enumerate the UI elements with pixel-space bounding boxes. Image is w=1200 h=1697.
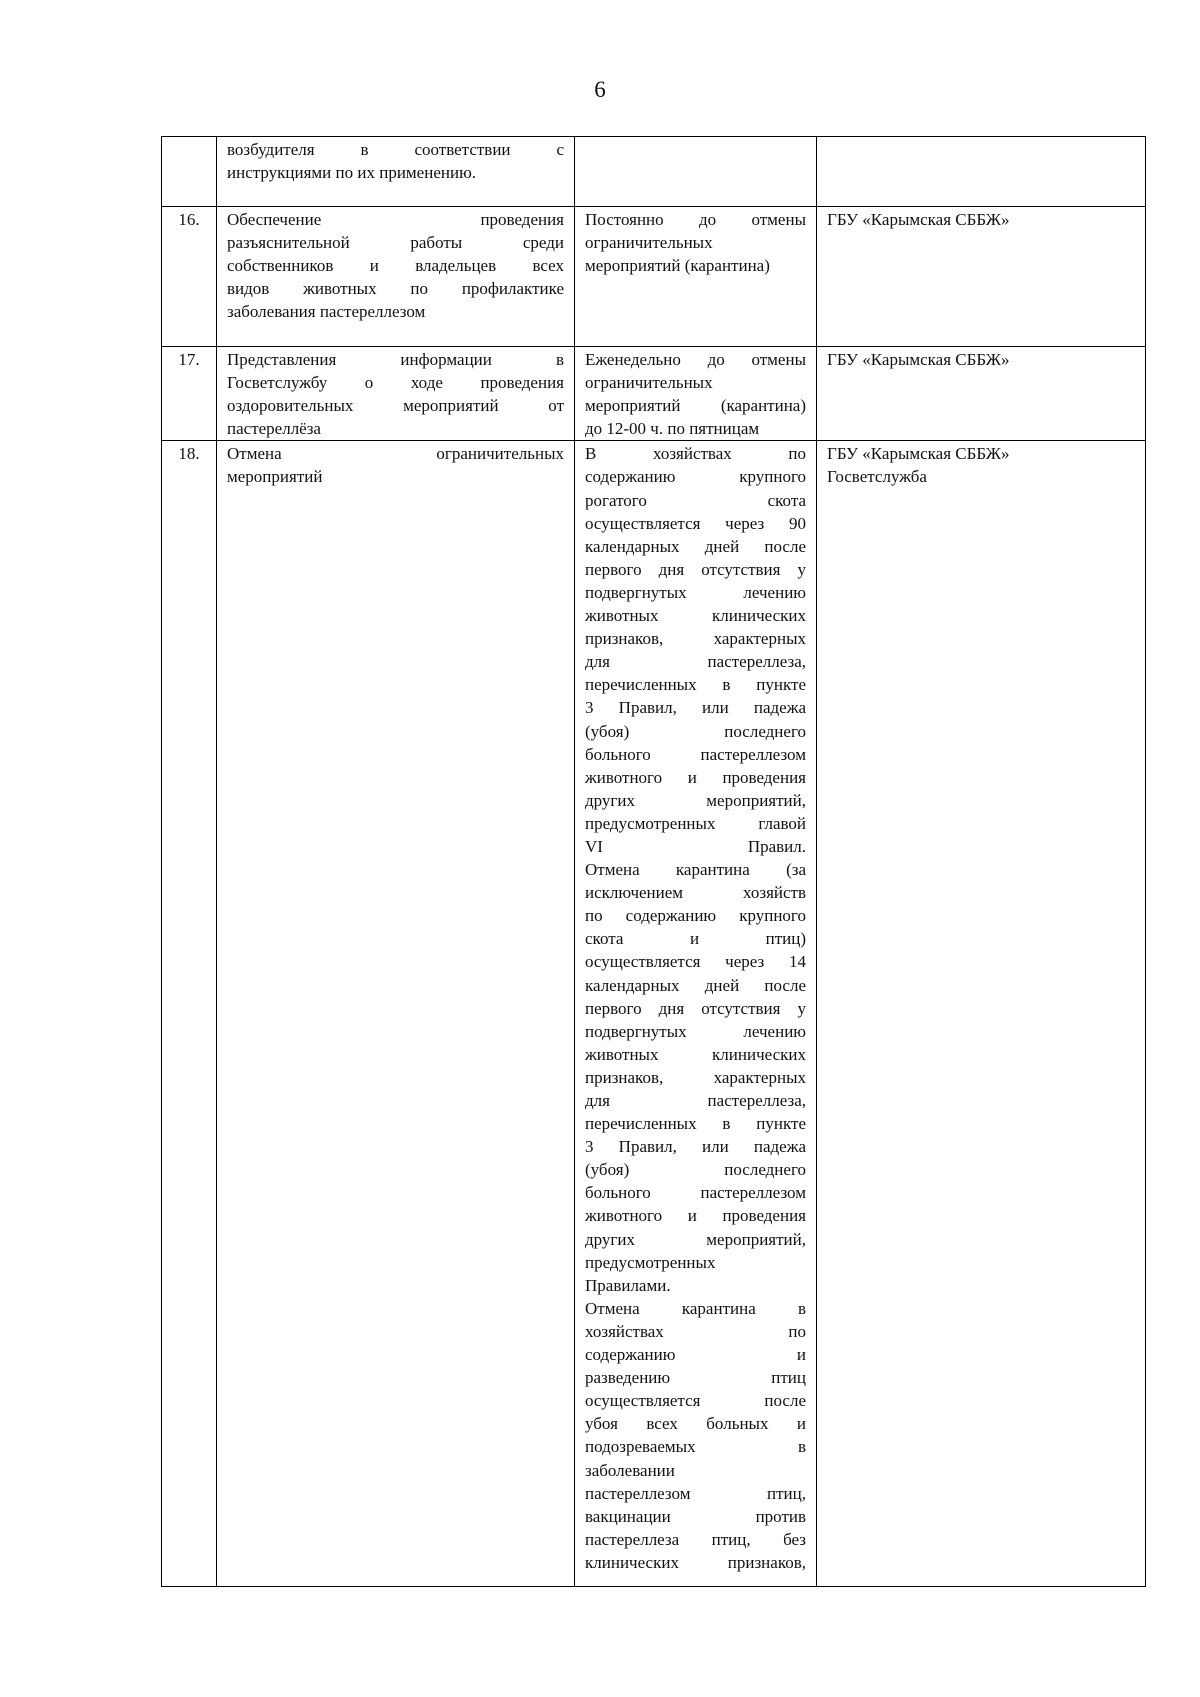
term-cell-line: убоя всех больных и	[585, 1414, 806, 1434]
term-cell-line: пастереллезом птиц,	[585, 1483, 806, 1503]
term-cell	[575, 207, 817, 347]
term-cell-line: В хозяйствах по	[585, 444, 806, 464]
term-cell-line: животного и проведения	[585, 1206, 806, 1226]
action-cell-line: собственников и владельцев всех	[227, 256, 564, 276]
responsible-cell-line: ГБУ «Карымская СББЖ»	[827, 210, 1010, 229]
term-cell-line: 3 Правил, или падежа	[585, 1137, 806, 1157]
term-cell-line: для пастереллеза,	[585, 1091, 806, 1110]
measures-table	[161, 136, 1146, 1587]
term-cell-line: вакцинации против	[585, 1506, 806, 1526]
action-cell-line: возбудителя в соответствии с	[227, 140, 564, 159]
action-cell-line: пастереллёза	[227, 419, 321, 439]
term-cell-line: других мероприятий,	[585, 1229, 806, 1249]
term-cell-line: исключением хозяйств	[585, 883, 806, 903]
term-cell-line: подвергнутых лечению	[585, 582, 806, 602]
term-cell-line: рогатого скота	[585, 490, 806, 510]
term-cell-line: других мероприятий,	[585, 790, 806, 810]
term-cell-line: ограничительных	[585, 373, 713, 393]
action-cell-line: Представления информации в	[227, 350, 564, 369]
action-cell	[217, 137, 575, 207]
measures-table-body	[162, 137, 1146, 1587]
action-cell-line: Отмена ограничительных	[227, 444, 564, 464]
action-cell-line: Обеспечение проведения	[227, 210, 564, 229]
term-cell-line: предусмотренных главой	[585, 813, 806, 833]
action-cell	[217, 207, 575, 347]
term-cell-line: подозреваемых в	[585, 1437, 806, 1457]
action-cell	[217, 347, 575, 441]
term-cell-line: Правилами.	[585, 1275, 671, 1295]
term-cell-line: предусмотренных	[585, 1252, 716, 1272]
term-cell-line: Еженедельно до отмены	[585, 350, 806, 369]
term-cell-line: Отмена карантина (за	[585, 860, 806, 880]
term-cell-line: больного пастереллезом	[585, 1183, 806, 1203]
action-cell-line: инструкциями по их применению.	[227, 163, 477, 183]
term-cell-line: перечисленных в пункте	[585, 675, 806, 695]
term-cell-line: содержанию и	[585, 1345, 806, 1365]
term-cell-line: первого дня отсутствия у	[585, 559, 806, 579]
table-row	[162, 207, 1146, 347]
term-cell-line: содержанию крупного	[585, 467, 806, 487]
term-cell-line: клинических признаков,	[585, 1552, 806, 1572]
term-cell-line: осуществляется после	[585, 1391, 806, 1411]
term-cell-line: до 12-00 ч. по пятницам	[585, 419, 760, 439]
responsible-cell	[817, 347, 1146, 441]
term-cell-line: мероприятий (карантина)	[585, 256, 770, 276]
term-cell-line: животных клинических	[585, 606, 806, 626]
term-cell-line: первого дня отсутствия у	[585, 998, 806, 1018]
term-cell-line: пастереллеза птиц, без	[585, 1529, 806, 1549]
term-cell-line: больного пастереллезом	[585, 744, 806, 764]
row-number: 16.	[162, 207, 217, 347]
term-cell	[575, 441, 817, 1587]
table-row	[162, 137, 1146, 207]
term-cell-line: по содержанию крупного	[585, 906, 806, 926]
term-cell-line: 3 Правил, или падежа	[585, 698, 806, 718]
term-cell	[575, 347, 817, 441]
term-cell	[575, 137, 817, 207]
action-cell-line: видов животных по профилактике	[227, 279, 564, 299]
responsible-cell-line: ГБУ «Карымская СББЖ»	[827, 444, 1010, 464]
term-cell-line: признаков, характерных	[585, 1067, 806, 1087]
term-cell-line: скота и птиц)	[585, 929, 806, 949]
term-cell-line: осуществляется через 14	[585, 952, 806, 972]
term-cell-line: животного и проведения	[585, 767, 806, 787]
row-number	[162, 137, 217, 207]
term-cell-line: перечисленных в пункте	[585, 1114, 806, 1134]
row-number: 18.	[162, 441, 217, 1587]
action-cell-line: заболевания пастереллезом	[227, 302, 426, 322]
action-cell-line: Госветслужбу о ходе проведения	[227, 373, 564, 393]
term-cell-line: мероприятий (карантина)	[585, 396, 806, 416]
term-cell-line: заболевании	[585, 1460, 675, 1480]
row-number: 17.	[162, 347, 217, 441]
table-row	[162, 441, 1146, 1587]
page-number: 6	[594, 77, 606, 102]
action-cell-line: мероприятий	[227, 467, 323, 487]
term-cell-line: календарных дней после	[585, 536, 806, 556]
term-cell-line: ограничительных	[585, 233, 713, 253]
term-cell-line: животных клинических	[585, 1044, 806, 1064]
term-cell-line: Постоянно до отмены	[585, 210, 806, 229]
term-cell-line: Отмена карантина в	[585, 1298, 806, 1318]
responsible-cell	[817, 137, 1146, 207]
responsible-cell	[817, 207, 1146, 347]
term-cell-line: признаков, характерных	[585, 629, 806, 649]
term-cell-line: осуществляется через 90	[585, 513, 806, 533]
term-cell-line: календарных дней после	[585, 975, 806, 995]
responsible-cell-line: Госветслужба	[827, 467, 927, 487]
action-cell	[217, 441, 575, 1587]
responsible-cell-line: ГБУ «Карымская СББЖ»	[827, 350, 1010, 369]
term-cell-line: подвергнутых лечению	[585, 1021, 806, 1041]
term-cell-line: (убоя) последнего	[585, 1160, 806, 1180]
table-row	[162, 347, 1146, 441]
term-cell-line: хозяйствах по	[585, 1321, 806, 1341]
term-cell-line: (убоя) последнего	[585, 721, 806, 741]
responsible-cell	[817, 441, 1146, 1587]
term-cell-line: VI Правил.	[585, 836, 806, 856]
term-cell-line: для пастереллеза,	[585, 652, 806, 672]
action-cell-line: разъяснительной работы среди	[227, 233, 564, 253]
term-cell-line: разведению птиц	[585, 1368, 806, 1388]
action-cell-line: оздоровительных мероприятий от	[227, 396, 564, 416]
